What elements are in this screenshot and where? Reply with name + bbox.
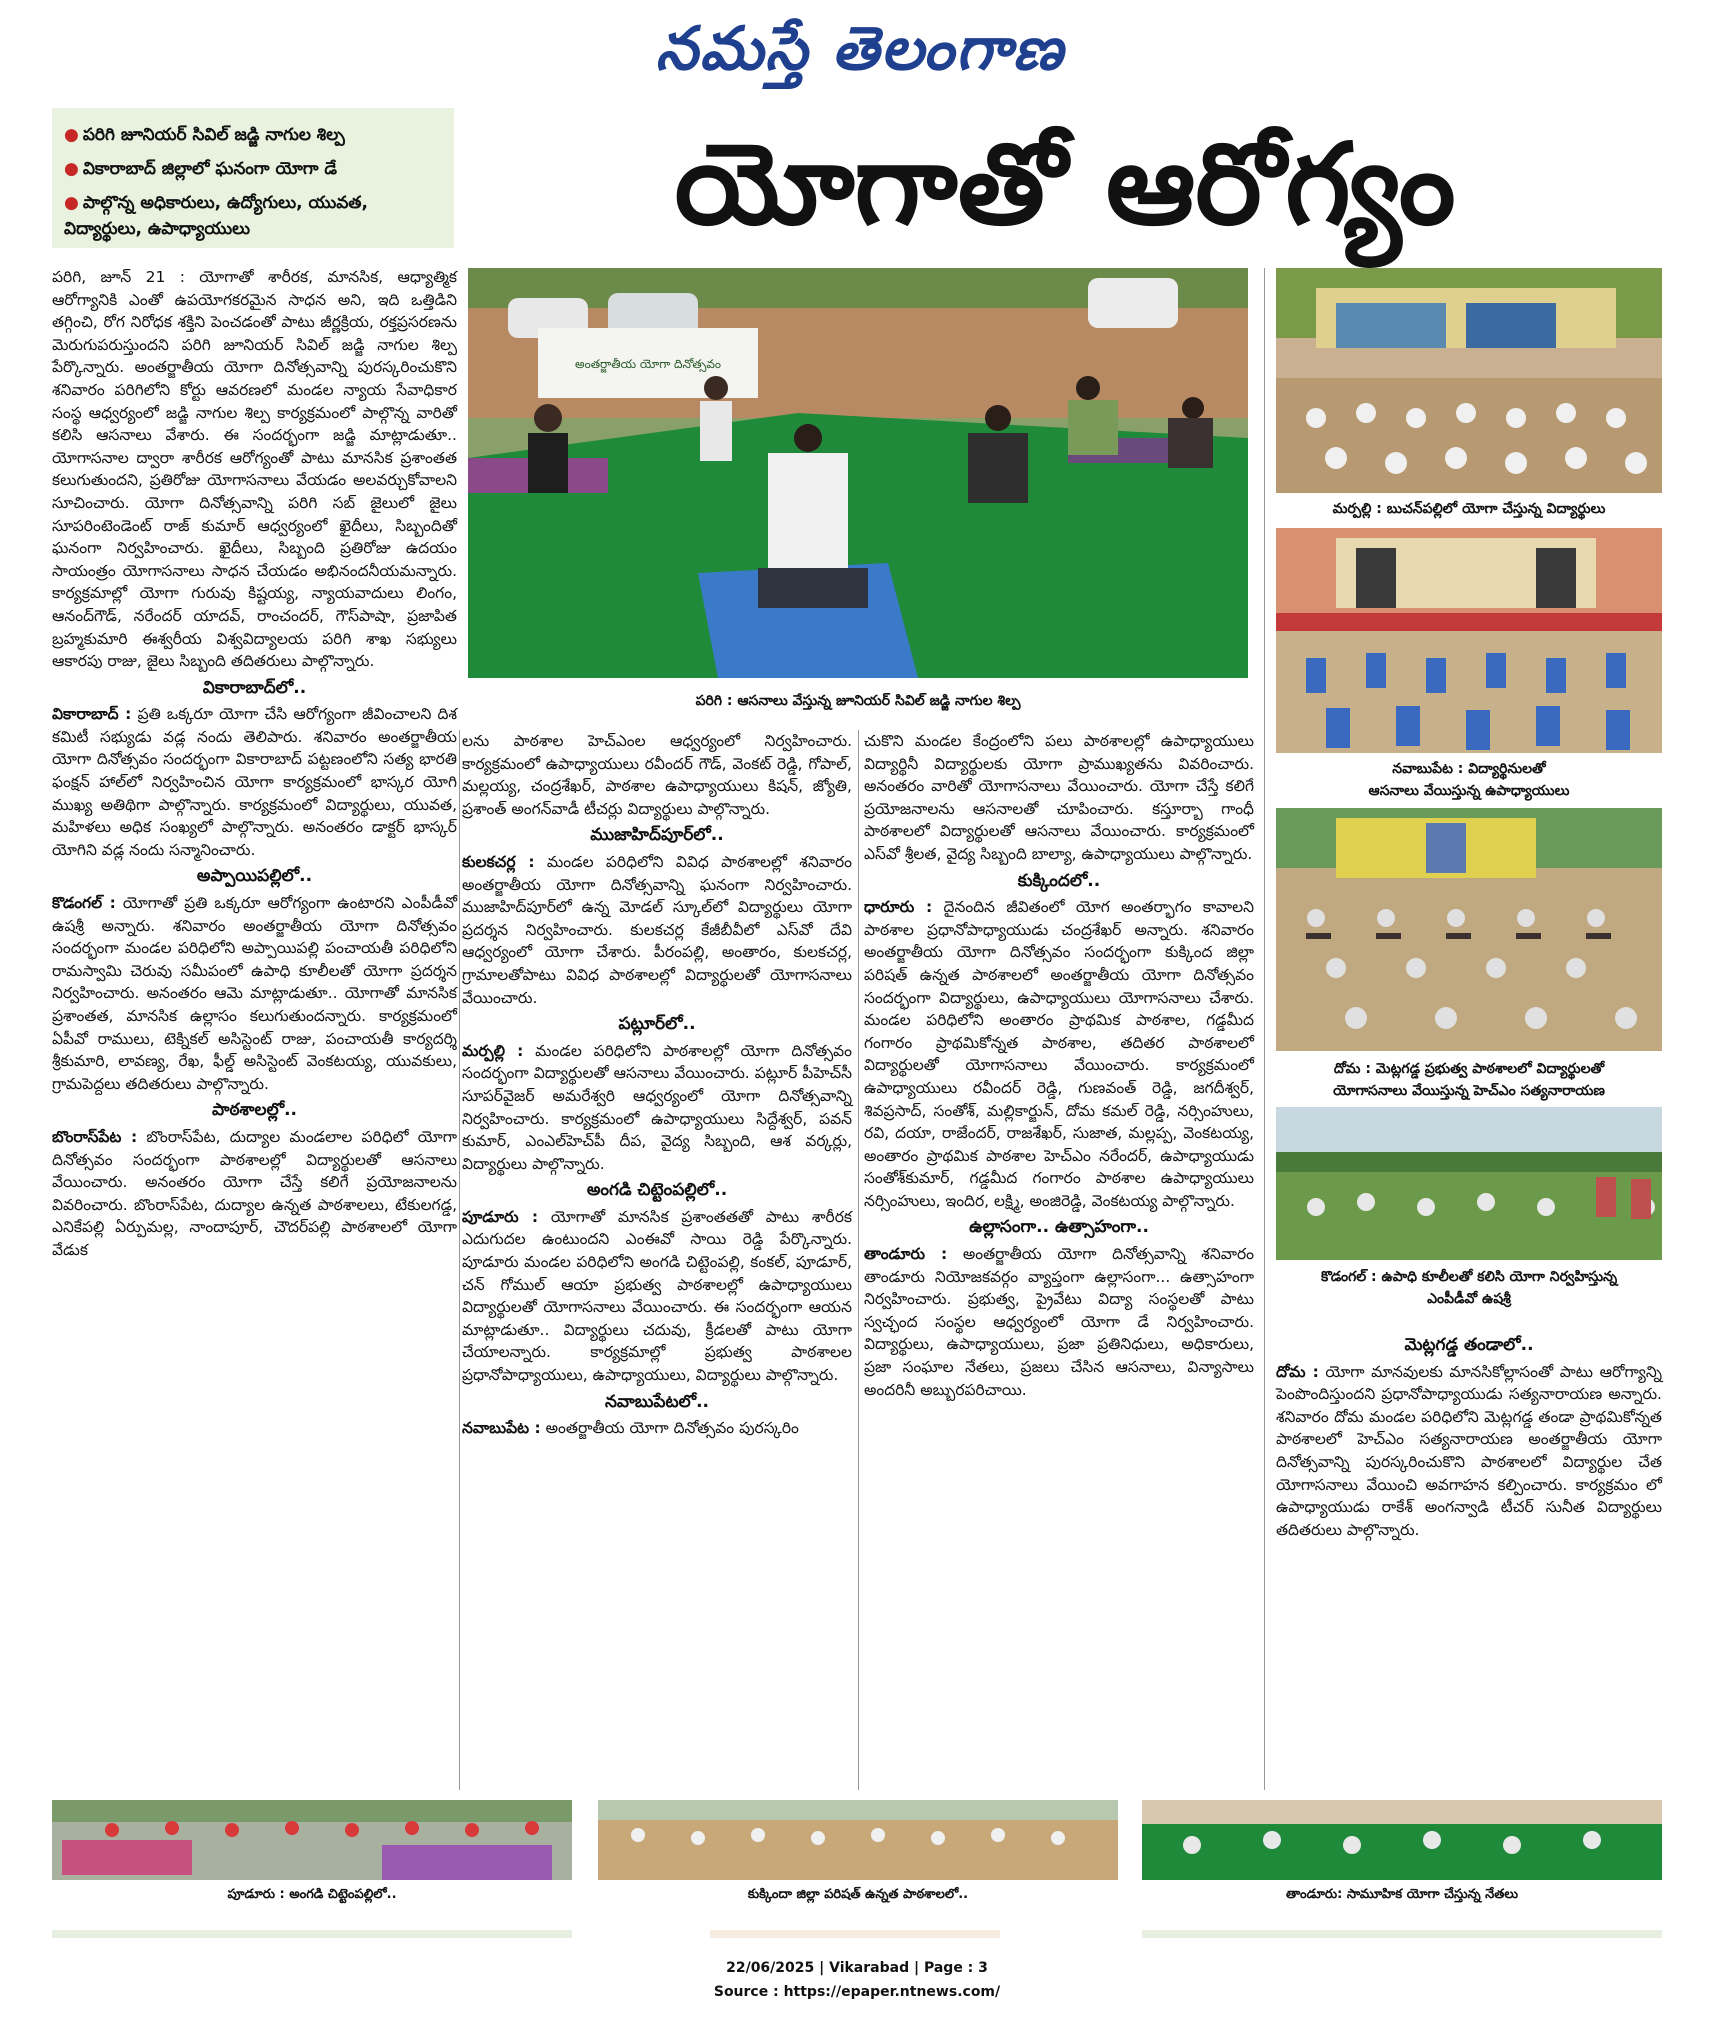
highlights-box bbox=[52, 108, 454, 248]
side-photo-2 bbox=[1276, 528, 1662, 753]
side-photo-1 bbox=[1276, 268, 1662, 493]
bullet-icon: ● bbox=[64, 193, 79, 213]
side-photo-2-image bbox=[1276, 528, 1662, 753]
paragraph: చుకొని మండల కేంద్రంలోని పలు పాఠశాలల్లో ఉపాధ్యాయులు విద్యార్థినీ విద్యార్థులకు యోగా ప్రాముఖ్యతను వివరించారు. అనంతరం వారితో యోగాసనాలు వేయించారు. యోగా చేస్తే కలిగే ప్రయోజనాలను ఆసనాలతో చూపించారు. కస్తూర్బా గాంధీ పాఠశాలలో విద్యార్థులతో ఆసనాలు వేయించారు. కార్యక్రమంలో ఎస్‌వో శ్రీలత, వైద్య సిబ్బంది బాల్యా, ఉపాధ్యాయులు పాల్గొన్నారు. bbox=[864, 732, 1254, 863]
paragraph: కొడంగల్ : యోగాతో ప్రతి ఒక్కరూ ఆరోగ్యంగా ఉంటారని ఎంపీడీవో ఉషశ్రీ అన్నారు. శనివారం అంతర్జాతీయ యోగా దినోత్సవం సందర్భంగా మండల పరిధిలోని అప్పాయిపల్లి పంచాయతీ పరిధిలోని రామస్వామి చెరువు సమీపంలో ఉపాధి కూలీలతో యోగా ప్రదర్శన నిర్వహించారు. అనంతరం ఆమె మాట్లాడుతూ.. యోగాతో మానసిక ప్రశాంతత, మానసిక ఉల్లాసం కలుగుతుందన్నారు. కార్యక్రమంలో ఏపీవో రాములు, టెక్నికల్ అసిస్టెంట్ రాజు, పంచాయతీ కార్యదర్శి శ్రీకుమారి, లావణ్య, రేఖ, ఫీల్డ్ అసిస్టెంట్ వెంకటయ్య, యువకులు, గ్రామపెద్దలు తదితరులు పాల్గొన్నారు. bbox=[52, 894, 457, 1093]
paragraph: మర్పల్లి : మండల పరిధిలోని పాఠశాలల్లో యోగా దినోత్సవం సందర్భంగా విద్యార్థులతో ఆసనాలు వేయించారు. పట్లూర్ పీహెచ్‌సీ సూపర్‌వైజర్ అమరేశ్వరి ఆధ్వర్యంలో యోగా దినోత్సవాన్ని నిర్వహించారు. కార్యక్రమంలో ఉపాధ్యాయులు సిద్దేశ్వర్, పవన్ కుమార్, ఎంఎల్‌హెచ్‌పీ దీప, వైద్య సిబ్బంది, ఆశ వర్కర్లు, విద్యార్థులు పాల్గొన్నారు. bbox=[462, 1041, 852, 1173]
bottom-photo-2-image bbox=[598, 1800, 1118, 1880]
bottom-photo-1 bbox=[52, 1800, 572, 1880]
paragraph: బొంరాస్‌పేట : బొంరాస్‌పేట, దుద్యాల మండలాల పరిధిలో యోగా దినోత్సవం సందర్భంగా పాఠశాలల్లో విద్యార్థులతో ఆసనాలు వేయించారు. అనంతరం యోగా చేస్తే కలిగే ప్రయోజనాలను వివరించారు. బొంరాస్‌పేట, దుద్యాల ఉన్నత పాఠశాలలు, టేకులగడ్డ, ఎనికేపల్లి ఏర్పుమల్ల, నాందాపూర్, చౌదర్‌పల్లి పాఠశాలలో యోగా వేడుక bbox=[52, 1127, 457, 1259]
side-photo-4 bbox=[1276, 1107, 1662, 1260]
main-photo-image bbox=[468, 268, 1248, 678]
paragraph: పూడూరు : యోగాతో మానసిక ప్రశాంతతతో పాటు శారీరక ఎదుగుదల ఉంటుందని ఎంఈవో సాయి రెడ్డి పేర్కొన్నారు. పూడూరు మండల పరిధిలోని అంగడి చిట్టెంపల్లి, కంకల్, పూడూర్, చన్ గోముల్ ఆయా ప్రభుత్వ పాఠశాలల్లో ఉపాధ్యాయులు విద్యార్థులతో యోగాసనాలు వేయించారు. ఈ సందర్భంగా ఆయన మాట్లాడుతూ.. విద్యార్థులు చదువు, క్రీడలతో పాటు యోగా చేయాలన్నారు. కార్యక్రమాల్లో ప్రభుత్వ పాఠశాలల ప్రధానోపాధ్యాయులు, ఉపాధ్యాయులు, విద్యార్థులు పాల్గొన్నారు. bbox=[462, 1207, 852, 1385]
column-divider bbox=[858, 730, 859, 1790]
subhead-mujahidpur: ముజాహిద్‌పూర్‌లో.. bbox=[590, 825, 724, 846]
main-photo bbox=[468, 268, 1248, 678]
decorative-strip bbox=[52, 1930, 572, 1938]
banner-text: అంతర్జాతీయ యోగా దినోత్సవం bbox=[575, 357, 721, 371]
column-divider bbox=[1264, 268, 1265, 1790]
subhead-nawabpet: నవాబుపేటలో.. bbox=[604, 1391, 709, 1412]
side-photo-3-caption: దోమ : మెట్లగడ్డ ప్రభుత్వ పాఠశాలలో విద్యార్థులతో యోగాసనాలు వేయిస్తున్న హెచ్‌ఎం సత్యనారాయణ bbox=[1333, 1061, 1605, 1099]
bottom-photo-1-image bbox=[52, 1800, 572, 1880]
bottom-photo-3-image bbox=[1142, 1800, 1662, 1880]
bottom-photo-2 bbox=[598, 1800, 1118, 1880]
paragraph: వికారాబాద్ : ప్రతి ఒక్కరూ యోగా చేసి ఆరోగ్యంగా జీవించాలని దిశ కమిటీ సభ్యుడు వడ్ల నందు తెలిపారు. శనివారం అంతర్జాతీయ యోగా దినోత్సవం సందర్భంగా వికారాబాద్ పట్టణంలోని సత్య భారతి ఫంక్షన్ హాల్‌లో నిర్వహించిన యోగా కార్యక్రమంలో భాస్కర యోగి ముఖ్య అతిథిగా పాల్గొన్నారు. కార్యక్రమంలో విద్యార్థులు, యువత, మహిళలు అధిక సంఖ్యలో పాల్గొన్నారు. అనంతరం డాక్టర్ భాస్కర్ యోగిని వడ్ల నందు సన్మానించారు. bbox=[52, 705, 457, 859]
article-column-2 bbox=[462, 730, 852, 1792]
paragraph: తాండూరు : అంతర్జాతీయ యోగా దినోత్సవాన్ని శనివారం తాండూరు నియోజకవర్గం వ్యాప్తంగా ఉల్లాసంగా... ఉత్సాహంగా నిర్వహించారు. ప్రభుత్వ, ప్రైవేటు విద్యా సంస్థలతో పాటు స్వచ్ఛంద సంస్థల ఆధ్వర్యంలో యోగా డే నిర్వహించారు. విద్యార్థులు, ఉపాధ్యాయులు, ప్రజా ప్రతినిధులు, అధికారులు, ప్రజా సంఘాల నేతలు, ప్రజలు చేసిన ఆసనాలు, విన్యాసాలు అందరినీ అబ్బురపరిచాయి. bbox=[864, 1245, 1254, 1399]
side-photo-3-image bbox=[1276, 808, 1662, 1051]
subhead-ullasanga: ఉల్లాసంగా.. ఉత్సాహంగా.. bbox=[969, 1217, 1149, 1238]
main-photo-caption: పరిగి : ఆసనాలు వేస్తున్న జూనియర్ సివిల్ జడ్జి నాగుల శిల్ప bbox=[695, 693, 1021, 709]
subhead-metlagadda-thanda: మెట్లగడ్డ తండాలో.. bbox=[1404, 1335, 1534, 1355]
side-photo-4-caption: కొడంగల్ : ఉపాధి కూలీలతో కలిసి యోగా నిర్వహిస్తున్న ఎంపీడీవో ఉషశ్రీ bbox=[1320, 1269, 1618, 1307]
paragraph: నవాబుపేట : అంతర్జాతీయ యోగా దినోత్సవం పురస్కరిం bbox=[462, 1419, 799, 1438]
bottom-photo-3 bbox=[1142, 1800, 1662, 1880]
article-column-1 bbox=[52, 266, 457, 1796]
bottom-photo-1-caption: పూడూరు : అంగడి చిట్టెంపల్లిలో.. bbox=[227, 1887, 397, 1902]
subhead-kukkinda: కుక్కిందలో.. bbox=[1017, 870, 1101, 891]
subhead-appaipalli: అప్పాయిపల్లిలో.. bbox=[196, 866, 313, 887]
highlight-item: ● వికారాబాద్ జిల్లాలో ఘనంగా యోగా డే bbox=[64, 159, 337, 179]
article-column-3 bbox=[864, 730, 1254, 1792]
footer-date-edition: 22/06/2025 | Vikarabad | Page : 3 bbox=[726, 1960, 988, 1976]
masthead-logo: నమస్తే తెలంగాణ bbox=[655, 14, 1065, 84]
footer-source: Source : https://epaper.ntnews.com/ bbox=[713, 1984, 1001, 2000]
side-photo-4-image bbox=[1276, 1107, 1662, 1260]
bottom-photo-2-caption: కుక్కిందా జిల్లా పరిషత్ ఉన్నత పాఠశాలలో.. bbox=[747, 1887, 969, 1902]
highlight-item: ● పాల్గొన్న అధికారులు, ఉద్యోగులు, యువత, విద్యార్థులు, ఉపాధ్యాయులు bbox=[64, 193, 368, 239]
side-photo-2-caption: నవాబుపేట : విద్యార్థినులతో ఆసనాలు వేయిస్తున్న ఉపాధ్యాయులు bbox=[1368, 761, 1570, 799]
paragraph: లను పాఠశాల హెచ్‌ఎంల ఆధ్వర్యంలో నిర్వహించారు. కార్యక్రమంలో ఉపాధ్యాయులు రవీందర్ గౌడ్, వెంకట్ రెడ్డి, గోపాల్, మల్లయ్య, చంద్రశేఖర్, పాఠశాల ఉపాధ్యాయులు కిషన్, జ్యోతి, ప్రశాంత్ అంగన్‌వాడీ టీచర్లు విద్యార్థులు పాల్గొన్నారు. bbox=[462, 732, 852, 818]
headline: యోగాతో ఆరోగ్యం bbox=[674, 120, 1456, 250]
paragraph: ధారూరు : దైనందిన జీవితంలో యోగ అంతర్భాగం కావాలని పాఠశాల ప్రధానోపాధ్యాయుడు చంద్రశేఖర్ అన్నారు. శనివారం అంతర్జాతీయ యోగా దినోత్సవం సందర్భంగా కుక్కింద జిల్లా పరిషత్ ఉన్నత పాఠశాలలో అంతర్జాతీయ యోగా దినోత్సవం సందర్భంగా విద్యార్థులు, ఉపాధ్యాయులు యోగాసనాలు చేశారు. మండల పరిధిలోని అంతారం ప్రాథమిక పాఠశాల, గడ్డమీద గంగారం ప్రాథమికోన్నత పాఠశాల, తదితర పాఠశాలలో విద్యార్థులతో యోగాసనాలు వేయించారు. కార్యక్రమంలో ఉపాధ్యాయులు రవీందర్ రెడ్డి, గుణవంత్ రెడ్డి, జగదీశ్వర్, శివప్రసాద్, సంతోశ్, మల్లికార్జున్, దోమ కమల్ రెడ్డి, నర్సింహులు, రవి, దయా, రాజేందర్, రాజశేఖర్, సుజాత, మల్లప్ప, వెంకటయ్య, అంతారం ప్రాథమిక పాఠశాల హెచ్‌ఎం నరేందర్, ఉపాధ్యాయుడు సంతోశ్‌కుమార్, గడ్డమీద గంగారం పాఠశాల ఉపాధ్యాయులు నర్సింహులు, ఇందిర, లక్ష్మి, అంజిరెడ్డి, వెంకటయ్య పాల్గొన్నారు. bbox=[864, 898, 1254, 1210]
paragraph: దోమ : యోగా మానవులకు మానసికోల్లాసంతో పాటు ఆరోగ్యాన్ని పెంపొందిస్తుందని ప్రధానోపాధ్యాయుడు సత్యనారాయణ అన్నారు. శనివారం దోమ మండల పరిధిలోని మెట్లగడ్డ తండా ప్రాథమికోన్నత పాఠశాలలో హెచ్‌ఎం సత్యనారాయణ అంతర్జాతీయ యోగా దినోత్సవాన్ని పురస్కరించుకొని పాఠశాలలో విద్యార్థుల చేత యోగాసనాలు వేయించి అవగాహన కల్పించారు. కార్యక్రమం లో ఉపాధ్యాయుడు రాకేశ్ అంగన్వాడి టీచర్ సునీత విద్యార్థులు తదితరులు పాల్గొన్నారు. bbox=[1276, 1362, 1662, 1539]
side-photo-3 bbox=[1276, 808, 1662, 1051]
subhead-angadi-chittempalli: అంగడి చిట్టెంపల్లిలో.. bbox=[586, 1180, 728, 1201]
article-column-4 bbox=[1276, 1330, 1662, 1794]
decorative-strip bbox=[1142, 1930, 1662, 1938]
subhead-schools: పాఠశాలల్లో.. bbox=[211, 1100, 298, 1121]
bottom-photo-3-caption: తాండూరు: సామూహిక యోగా చేస్తున్న నేతలు bbox=[1285, 1887, 1519, 1902]
paragraph: కులకచర్ల : మండల పరిధిలోని వివిధ పాఠశాలల్లో శనివారం అంతర్జాతీయ యోగా దినోత్సవాన్ని ఘనంగా నిర్వహించారు. ముజాహిద్‌పూర్‌లో ఉన్న మోడల్ స్కూల్‌లో విద్యార్థులు యోగా ప్రదర్శన నిర్వహించారు. కులకచర్ల కేజీబీవీలో ఎస్‌వో దేవి ఆధ్వర్యంలో యోగా చేశారు. పీరంపల్లి, అంతారం, కులకచర్ల, గ్రామాలతోపాటు వివిధ పాఠశాలల్లో విద్యార్థులతో యోగాసనాలు వేయించారు. bbox=[462, 852, 852, 1007]
subhead-vikarabad: వికారాబాద్‌లో.. bbox=[202, 677, 307, 698]
side-photo-1-caption: మర్పల్లి : బుచన్‌పల్లిలో యోగా చేస్తున్న విద్యార్థులు bbox=[1332, 501, 1606, 517]
lead-paragraph: పరిగి, జూన్ 21 : యోగాతో శారీరక, మానసిక, ఆధ్యాత్మిక ఆరోగ్యానికి ఎంతో ఉపయోగకరమైన సాధన అని, ఇది ఒత్తిడిని తగ్గించి, రోగ నిరోధక శక్తిని పెంచడంతో పాటు జీర్ణక్రియ, రక్తప్రసరణను మెరుగుపరుస్తుందని పరిగి జూనియర్ సివిల్ జడ్జి నాగుల శిల్ప పేర్కొన్నారు. అంతర్జాతీయ యోగా దినోత్సవాన్ని పురస్కరించుకొని శనివారం పరిగిలోని కోర్టు ఆవరణలో మండల న్యాయ సేవాధికార సంస్థ ఆధ్వర్యంలో జడ్జి నాగుల శిల్ప కార్యక్రమంలో పాల్గొన్న వారితో కలిసి ఆసనాలు వేశారు. ఈ సందర్భంగా జడ్జి మాట్లాడుతూ.. యోగాసనాల ద్వారా శారీరక ఆరోగ్యంతో పాటు మానసిక ప్రశాంతత కలుగుతుందని, ప్రతిరోజు యోగాసనాలు వేయడం అలవర్చుకోవాలని సూచించారు. యోగా దినోత్సవాన్ని పరిగి సబ్ జైలులో జైలు సూపరింటెండెంట్ రాజ్ కుమార్ ఆధ్వర్యంలో ఖైదీలు, సిబ్బందితో ఘనంగా నిర్వహించారు. ఖైదీలు, సిబ్బంది ప్రతిరోజు ఉదయం సాయంత్రం యోగాసనాలు సాధన చేయడం అభినందనీయమన్నారు. కార్యక్రమాల్లో యోగా గురువు కిష్టయ్య, న్యాయవాదులు లింగం, ఆనంద్‌గౌడ్, నరేందర్ యాదవ్, రాంచందర్, గౌస్‌పాషా, ప్రజాపిత బ్రహ్మకుమారి ఈశ్వరీయ విశ్వవిద్యాలయ పరిగి శాఖ సభ్యులు ఆకారపు రాజు, జైలు సిబ్బంది తదితరులు పాల్గొన్నారు. bbox=[52, 268, 457, 671]
bullet-icon: ● bbox=[64, 159, 79, 179]
side-photo-1-image bbox=[1276, 268, 1662, 493]
column-divider bbox=[459, 730, 460, 1790]
subhead-patlur: పట్లూర్‌లో.. bbox=[618, 1014, 696, 1035]
decorative-strip bbox=[710, 1930, 1000, 1938]
highlight-item: ● పరిగి జూనియర్ సివిల్ జడ్జి నాగుల శిల్ప bbox=[64, 125, 345, 145]
bullet-icon: ● bbox=[64, 125, 79, 145]
